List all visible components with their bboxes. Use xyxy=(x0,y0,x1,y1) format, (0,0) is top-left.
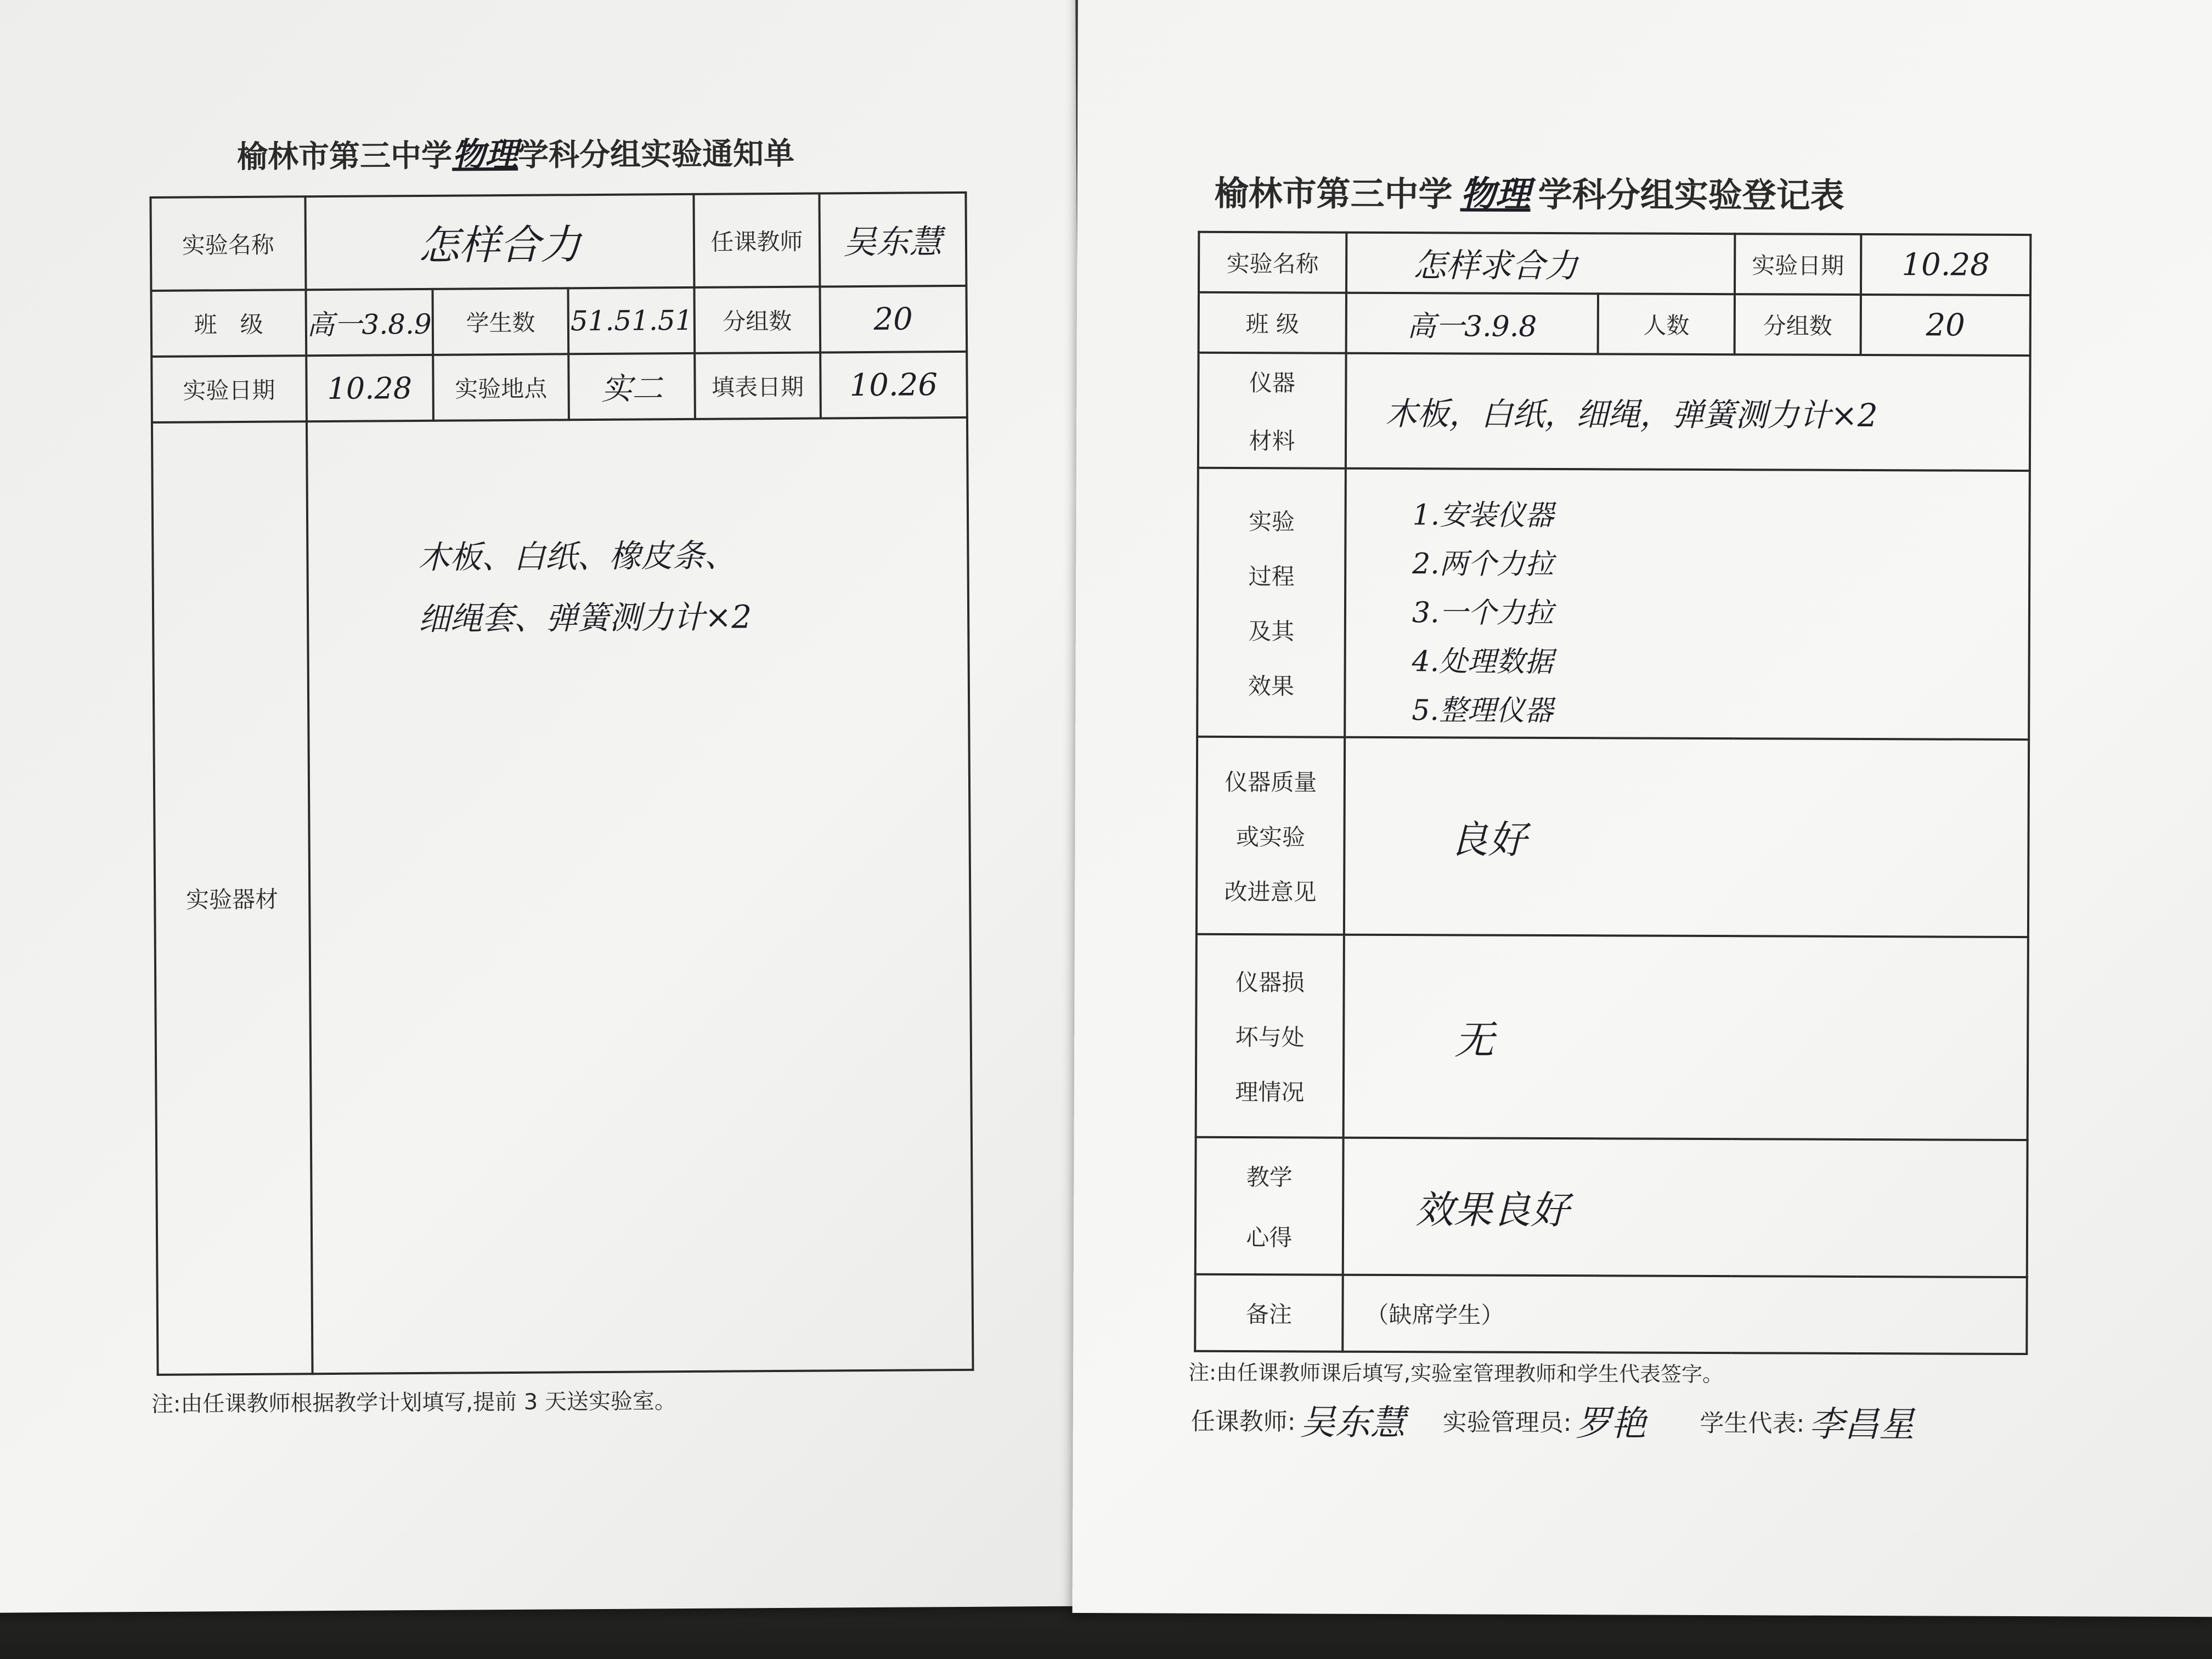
label-group-count: 分组数 xyxy=(1763,312,1832,340)
value-fill-date: 10.26 xyxy=(849,366,938,403)
register-footer-note: 注:由任课教师课后填写,实验室管理教师和学生代表签字。 xyxy=(1188,1360,1724,1387)
process-step: 4.处理数据 xyxy=(1412,645,1554,679)
label-quality-l3: 改进意见 xyxy=(1224,878,1317,906)
value-damage: 无 xyxy=(1454,1017,1494,1063)
title-subject-handwritten: 物理 xyxy=(452,135,518,174)
notice-footer-note: 注:由任课教师根据教学计划填写,提前 3 天送实验室。 xyxy=(151,1389,677,1417)
label-equipment: 实验器材 xyxy=(185,885,279,913)
value-experiment-name: 怎样合力 xyxy=(418,221,582,269)
lab-manager-signature-label: 实验管理员: xyxy=(1442,1408,1572,1437)
label-group-count: 分组数 xyxy=(723,307,792,335)
label-process xyxy=(1198,469,1345,736)
label-instruments-l2: 材料 xyxy=(1249,427,1295,455)
label-experiment-date: 实验日期 xyxy=(183,376,275,404)
value-remarks: （缺席学生） xyxy=(1365,1301,1504,1329)
label-process-l4: 效果 xyxy=(1248,673,1295,700)
student-rep-signature: 李昌星 xyxy=(1809,1404,1915,1446)
value-teacher: 吴东慧 xyxy=(843,223,943,262)
label-class: 班 级 xyxy=(194,311,263,338)
label-process-l2: 过程 xyxy=(1248,563,1295,590)
label-reflection-l2: 心得 xyxy=(1246,1224,1293,1251)
label-location: 实验地点 xyxy=(455,375,548,403)
process-step: 3.一个力拉 xyxy=(1412,596,1554,630)
title-subject-handwritten: 物理 xyxy=(1460,173,1531,215)
label-damage-l1: 仪器损 xyxy=(1235,969,1305,996)
equipment-line-2: 细绳套、弹簧测力计×2 xyxy=(418,598,752,637)
label-teacher: 任课教师 xyxy=(710,228,803,256)
label-quality-l2: 或实验 xyxy=(1235,823,1306,851)
equipment-line-1: 木板、白纸、橡皮条、 xyxy=(417,537,737,576)
label-damage-l3: 理情况 xyxy=(1235,1079,1305,1106)
teacher-signature-label: 任课教师: xyxy=(1190,1407,1296,1436)
process-step: 1.安装仪器 xyxy=(1412,499,1554,533)
label-instruments xyxy=(1199,354,1345,467)
lab-manager-signature: 罗艳 xyxy=(1576,1403,1646,1444)
teacher-signature: 吴东慧 xyxy=(1300,1402,1406,1444)
register-form-sheet xyxy=(1073,0,2212,1617)
label-process-l3: 及其 xyxy=(1248,618,1295,645)
label-process-l1: 实验 xyxy=(1248,508,1295,535)
value-experiment-date: 10.28 xyxy=(1901,246,1990,283)
label-experiment-name: 实验名称 xyxy=(182,231,274,259)
student-rep-signature-label: 学生代表: xyxy=(1700,1409,1805,1438)
value-group-count: 20 xyxy=(873,301,913,337)
label-class: 班 级 xyxy=(1245,311,1300,338)
label-remarks: 备注 xyxy=(1245,1301,1293,1328)
label-experiment-name: 实验名称 xyxy=(1226,250,1319,278)
register-form-table xyxy=(1194,231,2032,1355)
value-class: 高一3.9.8 xyxy=(1407,309,1537,343)
equipment-list xyxy=(308,419,968,640)
notice-form-table xyxy=(149,191,974,1376)
process-steps-list xyxy=(1346,470,2029,730)
value-student-count: 51.51.51 xyxy=(570,304,693,337)
label-quality xyxy=(1198,738,1344,934)
label-instruments-l1: 仪器 xyxy=(1249,369,1295,397)
signature-row xyxy=(1191,1394,1915,1447)
label-headcount: 人数 xyxy=(1643,312,1690,339)
process-step: 2.两个力拉 xyxy=(1412,548,1554,582)
value-experiment-name: 怎样求合力 xyxy=(1413,246,1578,286)
label-student-count: 学生数 xyxy=(466,309,535,337)
value-experiment-date: 10.28 xyxy=(327,370,413,406)
label-damage-l2: 坏与处 xyxy=(1235,1024,1305,1051)
label-quality-l1: 仪器质量 xyxy=(1224,768,1317,796)
value-quality: 良好 xyxy=(1449,816,1527,862)
label-damage xyxy=(1197,935,1343,1137)
label-experiment-date: 实验日期 xyxy=(1752,252,1844,279)
register-form-title xyxy=(1214,165,1844,218)
label-reflection xyxy=(1197,1138,1342,1274)
title-suffix: 学科分组实验通知单 xyxy=(517,136,795,173)
title-prefix: 榆林市第三中学 xyxy=(236,138,453,176)
notice-form-sheet xyxy=(0,0,1085,1613)
label-reflection-l1: 教学 xyxy=(1246,1164,1293,1191)
value-location: 实二 xyxy=(601,371,663,407)
process-step: 5.整理仪器 xyxy=(1412,694,1554,728)
notice-form-title xyxy=(237,127,795,177)
value-group-count: 20 xyxy=(1926,307,1965,343)
title-prefix: 榆林市第三中学 xyxy=(1214,173,1453,215)
title-suffix: 学科分组实验登记表 xyxy=(1538,174,1844,216)
value-class: 高一3.8.9 xyxy=(307,308,432,341)
value-reflection: 效果良好 xyxy=(1415,1187,1570,1233)
label-fill-date: 填表日期 xyxy=(711,373,804,401)
value-instruments: 木板，白纸，细绳，弹簧测力计×2 xyxy=(1385,394,1878,435)
